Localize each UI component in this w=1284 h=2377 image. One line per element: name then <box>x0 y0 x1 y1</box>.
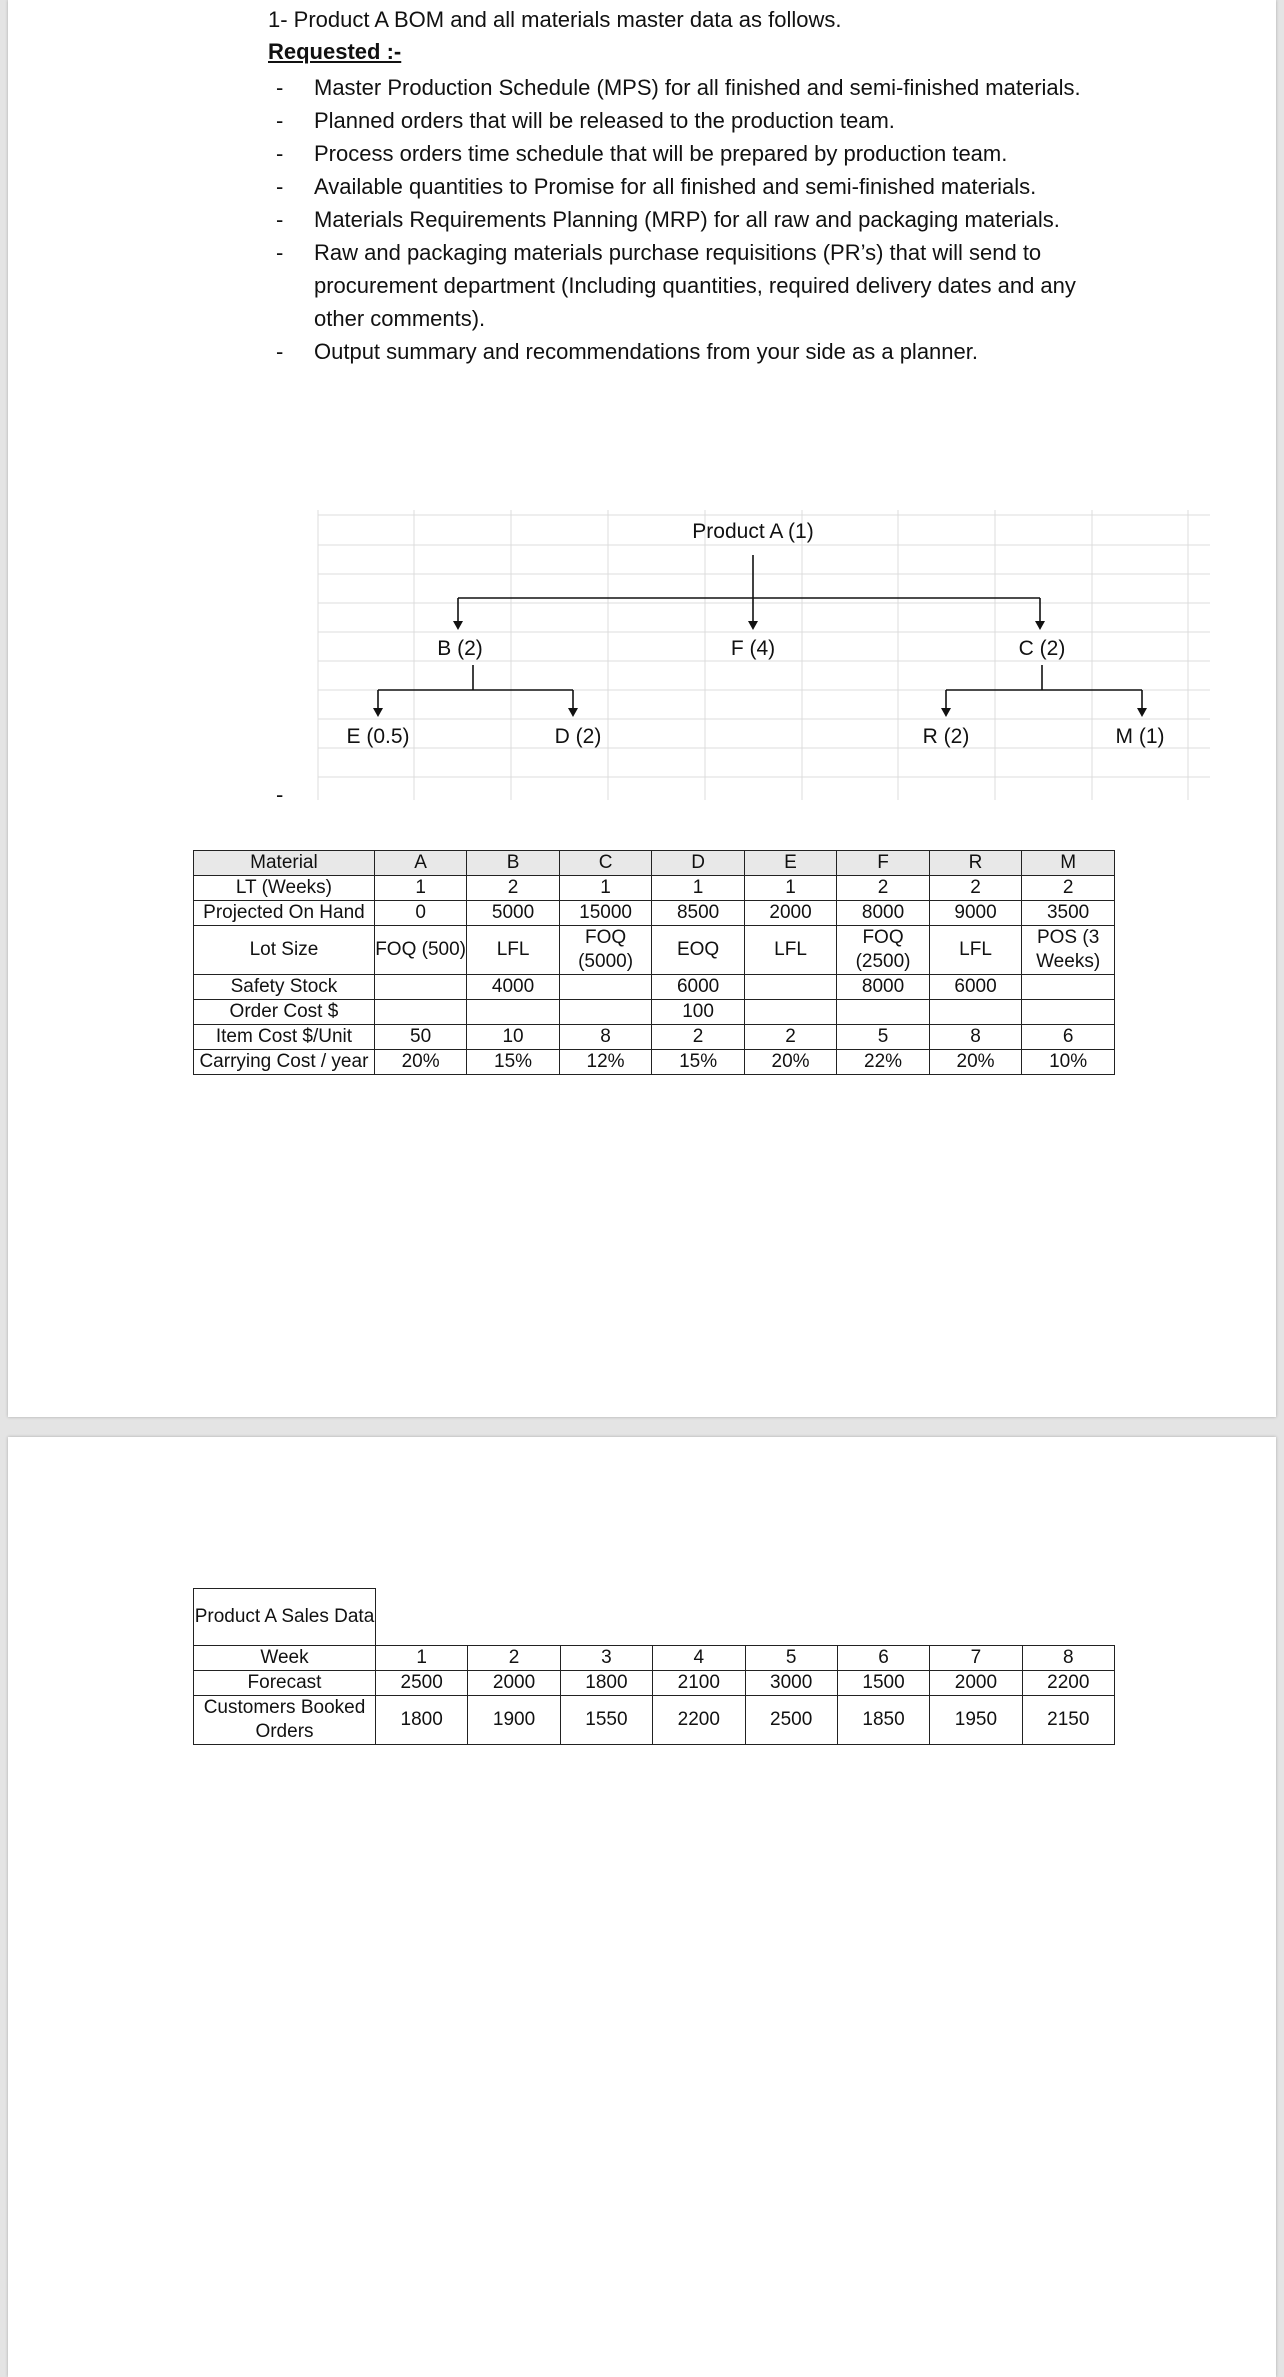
bom-node-d: D (2) <box>554 725 602 748</box>
bom-diagram <box>308 510 1210 800</box>
list-item: - Process orders time schedule that will be prepared by production team. <box>276 141 1008 166</box>
bom-node-m: M (1) <box>1115 725 1165 748</box>
bom-node-product-a: Product A (1) <box>692 520 814 543</box>
bom-node-b: B (2) <box>437 637 483 660</box>
bom-node-r: R (2) <box>922 725 970 748</box>
list-item: - Raw and packaging materials purchase requisitions (PR’s) that will send to procurement department (Including quantities, required delivery dates and any other comments). <box>276 240 1076 331</box>
list-item: - Available quantities to Promise for all finished and semi-finished materials. <box>276 174 1037 199</box>
table-row: Forecast 2500 2000 1800 2100 3000 1500 2000 2200 <box>194 1671 1115 1696</box>
table-row: Safety Stock 4000 6000 8000 6000 <box>194 975 1115 1000</box>
table-row: LT (Weeks) 1 2 1 1 1 2 2 2 <box>194 876 1115 901</box>
list-item: - Output summary and recommendations from your side as a planner. <box>276 339 978 364</box>
table-row: Projected On Hand 0 5000 15000 8500 2000 8000 9000 3500 <box>194 901 1115 926</box>
list-item: - Planned orders that will be released to the production team. <box>276 108 895 133</box>
sales-table-title: Product A Sales Data <box>194 1589 376 1646</box>
materials-master-table <box>193 850 1115 1075</box>
table-row: Item Cost $/Unit 50 10 8 2 2 5 8 6 <box>194 1025 1115 1050</box>
requirements-list <box>270 71 1110 368</box>
table-row: Carrying Cost / year 20% 15% 12% 15% 20% 22% 20% 10% <box>194 1050 1115 1075</box>
requested-title: Requested :- <box>268 39 402 64</box>
document-page-1 <box>8 0 1276 1417</box>
bom-node-c: C (2) <box>1018 637 1066 660</box>
table-row: Lot Size FOQ (500) LFL FOQ (5000) EOQ LFL FOQ (2500) LFL POS (3 Weeks) <box>194 926 1115 975</box>
bom-node-e: E (0.5) <box>346 725 410 748</box>
section-heading: 1- Product A BOM and all materials master data as follows. <box>268 7 842 32</box>
sales-data-table <box>193 1588 1115 1745</box>
document-page-2 <box>8 1437 1276 2377</box>
list-item: - Master Production Schedule (MPS) for all finished and semi-finished materials. <box>276 75 1081 100</box>
bom-node-f: F (4) <box>730 637 776 660</box>
table-row <box>194 1589 1115 1646</box>
table-row: Week 1 2 3 4 5 6 7 8 <box>194 1646 1115 1671</box>
table-row: Material A B C D E F R M <box>194 851 1115 876</box>
table-row: Order Cost $ 100 <box>194 1000 1115 1025</box>
stray-dash: - <box>276 782 284 807</box>
table-row: Customers Booked Orders 1800 1900 1550 2200 2500 1850 1950 2150 <box>194 1696 1115 1745</box>
list-item: - Materials Requirements Planning (MRP) for all raw and packaging materials. <box>276 207 1060 232</box>
